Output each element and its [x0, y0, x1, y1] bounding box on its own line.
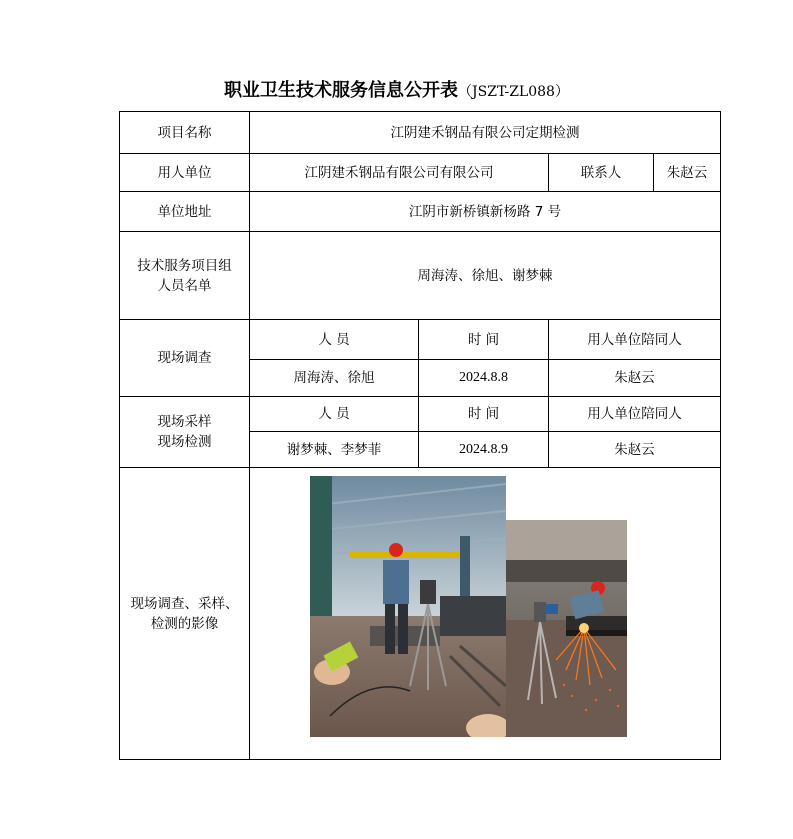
- sampling-label: [120, 397, 250, 468]
- sampling-header-escort: 用人单位陪同人: [549, 397, 721, 432]
- sampling-label-line1: 现场采样: [157, 414, 212, 430]
- employer-label: 用人单位: [120, 154, 250, 192]
- title-text: 职业卫生技术服务信息公开表: [224, 80, 459, 101]
- contact-value: 朱赵云: [654, 154, 721, 192]
- site-photos: [310, 476, 661, 752]
- document-code: （JSZT-ZL088）: [458, 84, 569, 100]
- team-value: 周海涛、徐旭、谢梦棘: [250, 232, 721, 320]
- address-value: 江阴市新桥镇新杨路 7 号: [250, 192, 721, 232]
- row-sampling-header: [120, 397, 721, 432]
- info-table: [119, 111, 721, 760]
- row-images: [120, 468, 721, 760]
- project-name-value: 江阴建禾钢品有限公司定期检测: [250, 112, 721, 154]
- row-employer: [120, 154, 721, 192]
- factory-photo-graphic: [310, 476, 506, 737]
- team-label-line2: 人员名单: [157, 277, 212, 294]
- row-project-name: [120, 112, 721, 154]
- images-label-line2: 检测的影像: [150, 615, 219, 632]
- row-address: [120, 192, 721, 232]
- survey-header-people: 人 员: [250, 320, 419, 360]
- survey-header-time: 时 间: [419, 320, 549, 360]
- project-name-label: 项目名称: [120, 112, 250, 154]
- sampling-escort: 朱赵云: [549, 432, 721, 468]
- row-team: [120, 232, 721, 320]
- team-label-line1: 技术服务项目组: [137, 257, 232, 274]
- images-label-line1: 现场调查、采样、: [130, 595, 239, 612]
- contact-label: 联系人: [549, 154, 654, 192]
- survey-label: 现场调查: [120, 320, 250, 397]
- images-cell: [250, 468, 721, 760]
- sampling-label-line2: 现场检测: [157, 434, 212, 450]
- site-photo-survey: [310, 476, 506, 737]
- survey-header-escort: 用人单位陪同人: [549, 320, 721, 360]
- team-label: [120, 232, 250, 320]
- sampling-header-people: 人 员: [250, 397, 419, 432]
- row-survey-header: [120, 320, 721, 360]
- sampling-people: 谢梦棘、李梦菲: [250, 432, 419, 468]
- survey-escort: 朱赵云: [549, 360, 721, 397]
- images-label: [120, 468, 250, 760]
- grinding-photo-graphic: [506, 520, 627, 737]
- address-label: 单位地址: [120, 192, 250, 232]
- survey-time: 2024.8.8: [419, 360, 549, 397]
- employer-value: 江阴建禾钢品有限公司有限公司: [250, 154, 549, 192]
- document-title: [0, 76, 793, 102]
- sampling-time: 2024.8.9: [419, 432, 549, 468]
- sampling-header-time: 时 间: [419, 397, 549, 432]
- survey-people: 周海涛、徐旭: [250, 360, 419, 397]
- site-photo-sampling: [506, 520, 627, 737]
